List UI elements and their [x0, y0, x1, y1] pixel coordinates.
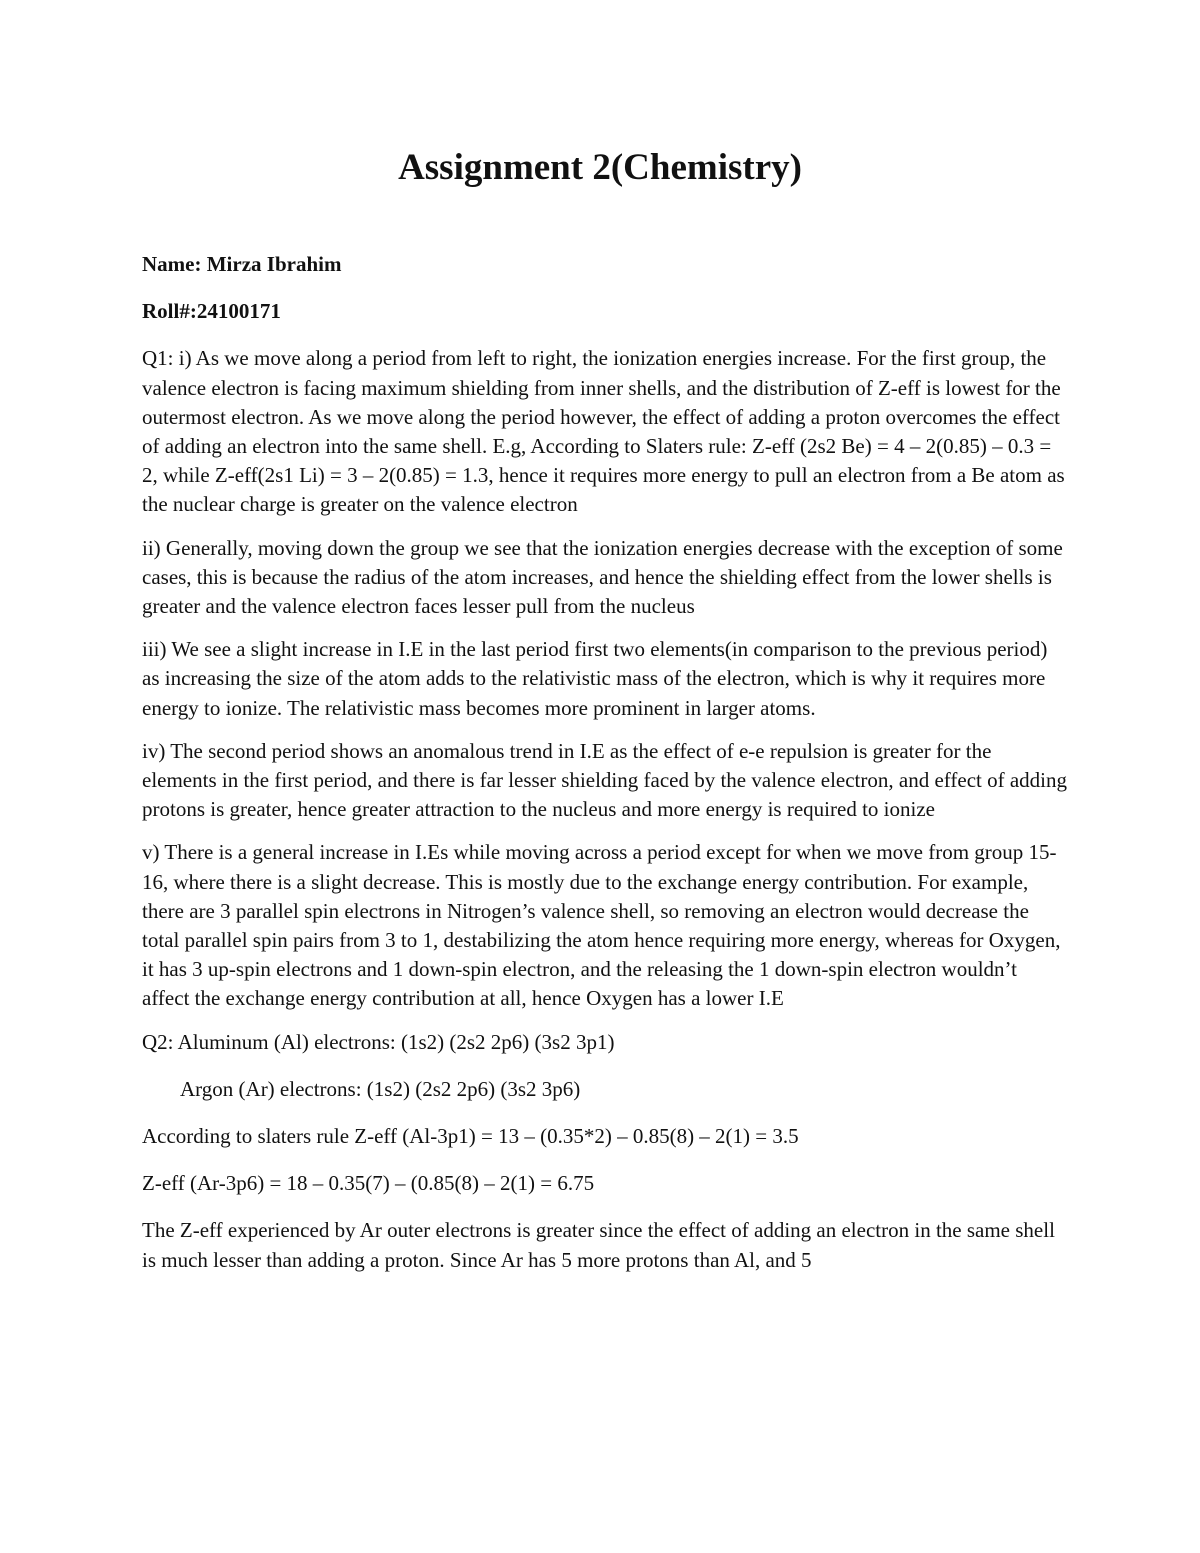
q1-part-ii: ii) Generally, moving down the group we see that the ionization energies decrease with the exception of some cases, this is because the radius of the atom increases, and hence the shielding effect from the lower shells is greater and the valence electron faces lesser pull from the nucleus: [142, 535, 1063, 619]
q1-part-iv: iv) The second period shows an anomalous trend in I.E as the effect of e-e repulsion is greater for the elements in the first period, and there is far lesser shielding faced by the valence electron, and effect of adding protons is greater, hence greater attraction to the nucleus and more energy is required to ionize: [142, 738, 1067, 822]
q2-conclusion: The Z-eff experienced by Ar outer electrons is greater since the effect of adding an electron in the same shell is much lesser than adding a proton. Since Ar has 5 more protons than Al, and 5: [142, 1218, 1055, 1272]
student-name: Name: Mirza Ibrahim: [142, 252, 342, 276]
document-body: [142, 250, 1067, 1289]
roll-number: Roll#:24100171: [142, 299, 281, 324]
q1-part-iii: iii) We see a slight increase in I.E in the last period first two elements(in comparison to the previous period) as increasing the size of the atom adds to the relativistic mass of the electron, which is why it requires more energy to ionize. The relativistic mass becomes more prominent in larger atoms.: [142, 637, 1048, 720]
q2-zeff-aluminum: According to slaters rule Z-eff (Al-3p1) = 13 – (0.35*2) – 0.85(8) – 2(1) = 3.5: [142, 1124, 799, 1149]
page-title: Assignment 2(Chemistry): [398, 147, 802, 188]
q2-aluminum-config: Q2: Aluminum (Al) electrons: (1s2) (2s2 2p6) (3s2 3p1): [142, 1029, 615, 1054]
q2-zeff-argon: Z-eff (Ar-3p6) = 18 – 0.35(7) – (0.85(8) – 2(1) = 6.75: [142, 1171, 595, 1196]
q1-part-v: v) There is a general increase in I.Es while moving across a period except for when we move from group 15-16, where there is a slight decrease. This is mostly due to the exchange energy contribution. For example, there are 3 parallel spin electrons in Nitrogen’s valence shell, so removing an electron would decrease the total parallel spin pairs from 3 to 1, destabilizing the atom hence requiring more energy, whereas for Oxygen, it has 3 up-spin electrons and 1 down-spin electron, and the releasing the 1 down-spin electron wouldn’t affect the exchange energy contribution at all, hence Oxygen has a lower I.E: [142, 840, 1061, 1011]
q2-argon-config: Argon (Ar) electrons: (1s2) (2s2 2p6) (3s2 3p6): [180, 1076, 581, 1101]
q1-part-i: Q1: i) As we move along a period from left to right, the ionization energies increase. For the first group, the valence electron is facing maximum shielding from inner shells, and the distribution of Z-eff is lowest for the outermost electron. As we move along the period however, the effect of adding a proton overcomes the effect of adding an electron into the same shell. E.g, According to Slaters rule: Z-eff (2s2 Be) = 4 – 2(0.85) – 0.3 = 2, while Z-eff(2s1 Li) = 3 – 2(0.85) = 1.3, hence it requires more energy to pull an electron from a Be atom as the nuclear charge is greater on the valence electron: [142, 346, 1065, 517]
